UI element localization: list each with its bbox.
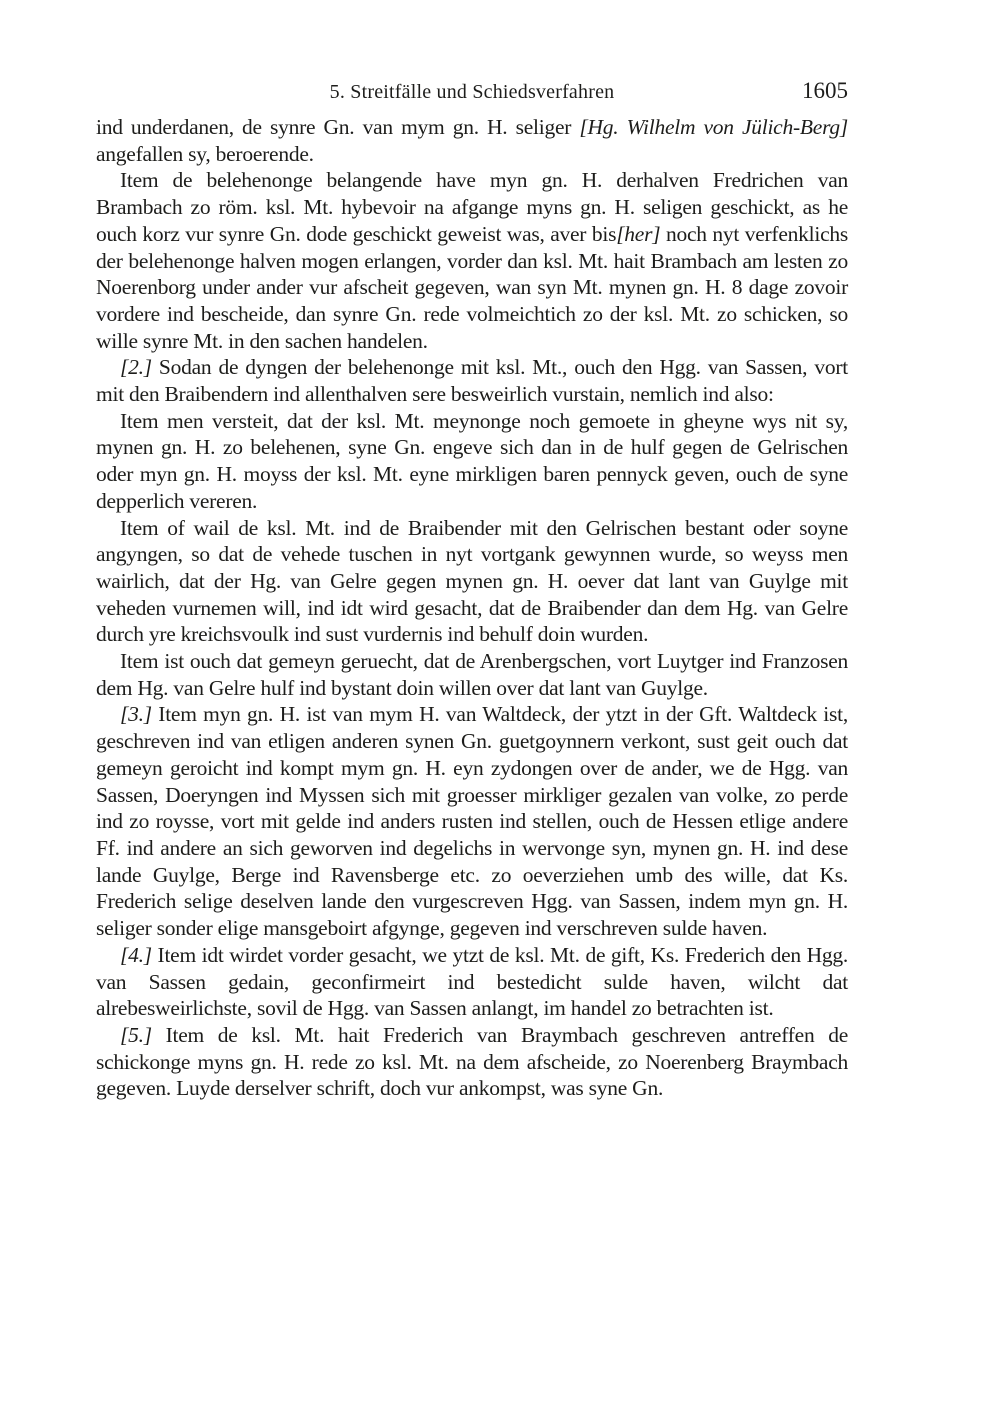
text-run: Item de belehenonge belangende have myn gn. H. derhalven Fredrichen van Brambach zo röm. ksl. Mt. hybevoir na afgange myns gn. H. seligen geschickt, as he ouch korz vur synre Gn. dode geschickt geweist was, aver bis	[96, 168, 848, 246]
paragraph	[96, 515, 848, 649]
text-run: noch nyt verfenklichs der belehenonge halven mogen erlangen, vorder dan ksl. Mt. hait Brambach am lesten zo Noerenborg under ander vur afscheit gegeven, wan syn Mt. mynen gn. H. 8 dage zovoir vordere ind bescheide, dan synre Gn. rede volmeichtich zo der ksl. Mt. zo schicken, so wille synre Mt. in den sachen handelen.	[96, 221, 848, 353]
paragraph	[96, 942, 848, 1022]
text-run: Item de ksl. Mt. hait Frederich van Braymbach geschreven antreffen de schickonge myns gn. H. rede zo ksl. Mt. na dem afscheide, zo Noerenberg Braymbach gegeven. Luyde derselver schrift, doch vur ankompst, was syne Gn.	[96, 1022, 848, 1101]
page-number: 1605	[802, 78, 848, 103]
paragraph	[96, 408, 848, 515]
italic-text-run: [Hg. Wilhelm von Jülich-Berg]	[579, 115, 848, 139]
italic-text-run: [5.]	[120, 1022, 152, 1047]
text-run: Item ist ouch dat gemeyn geruecht, dat de Arenbergschen, vort Luytger ind Franzosen dem Hg. van Gelre hulf ind bystant doin willen over dat lant van Guylge.	[96, 649, 848, 700]
paragraph	[96, 648, 848, 701]
paragraph	[96, 354, 848, 407]
paragraph	[96, 1022, 848, 1102]
text-run: Sodan de dyngen der belehenonge mit ksl. Mt., ouch den Hgg. van Sassen, vort mit den Braibendern ind allenthalven sere besweirlich vurstain, nemlich ind also:	[96, 355, 848, 407]
running-head: 5. Streitfälle und Schiedsverfahren	[329, 81, 615, 103]
text-run: Item idt wirdet vorder gesacht, we ytzt de ksl. Mt. de gift, Ks. Frederich den Hgg. van Sassen gedain, geconfirmeirt ind bestedicht sulde haven, wilcht dat alrebesweirlichste, sovil de Hgg. van Sassen anlangt, im handel zo betrachten ist.	[96, 942, 848, 1021]
italic-text-run: [2.]	[120, 355, 152, 380]
paragraph	[96, 114, 848, 167]
page-header	[96, 80, 848, 104]
text-run: Item of wail de ksl. Mt. ind de Braibender mit den Gelrischen bestant oder soyne angyngen, so dat de vehede tuschen in nyt vortgank gewynnen wurde, so weyss men wairlich, dat der Hg. van Gelre gegen mynen gn. H. oever dat lant van Guylge mit veheden vurnemen will, ind idt wird gesacht, dat de Braibender dan dem Hg. van Gelre durch yre kreichsvoulk ind sust vurdernis ind behulf doin wurden.	[96, 515, 848, 647]
italic-text-run: [her]	[616, 221, 661, 246]
text-run: Item myn gn. H. ist van mym H. van Waltdeck, der ytzt in der Gft. Waltdeck ist, geschreven ind van etligen anderen synen Gn. guetgoynnern verkont, sust geit ouch dat gemeyn geroicht ind kompt mym gn. H. eyn zydongen over de ander, we de Hgg. van Sassen, Doeryngen ind Myssen sich mit groesser mirkliger gezalen van volke, zo perde ind zo roysse, vort mit gelde ind anders rusten ind stellen, ouch de Hessen etlige andere Ff. ind andere an sich geworven ind degelichs in wervonge syn, mynen gn. H. ind dese lande Guylge, Berge ind Ravensberge etc. zo oeverziehen umb des wille, dat Ks. Frederich selige deselven lande den vurgescreven Hgg. van Sassen, indem myn gn. H. seliger sonder elige mansgeboirt afgynge, gegeven ind verschreven sulde haven.	[96, 702, 848, 941]
italic-text-run: [4.]	[120, 942, 152, 967]
italic-text-run: [3.]	[120, 702, 152, 727]
paragraph	[96, 701, 848, 941]
body-text	[96, 114, 848, 1102]
text-run: ind underdanen, de synre Gn. van mym gn. H. seliger	[96, 115, 580, 139]
paragraph	[96, 167, 848, 354]
text-run: Item men versteit, dat der ksl. Mt. meynonge noch gemoete in gheyne wys nit sy, mynen gn. H. zo belehenen, syne Gn. engeve sich dan in de hulf gegen de Gelrischen oder myn gn. H. moyss der ksl. Mt. eyne mirkligen baren pennyck geven, ouch de syne depperlich vereren.	[96, 408, 848, 513]
text-run: angefallen sy, beroerende.	[96, 141, 314, 166]
